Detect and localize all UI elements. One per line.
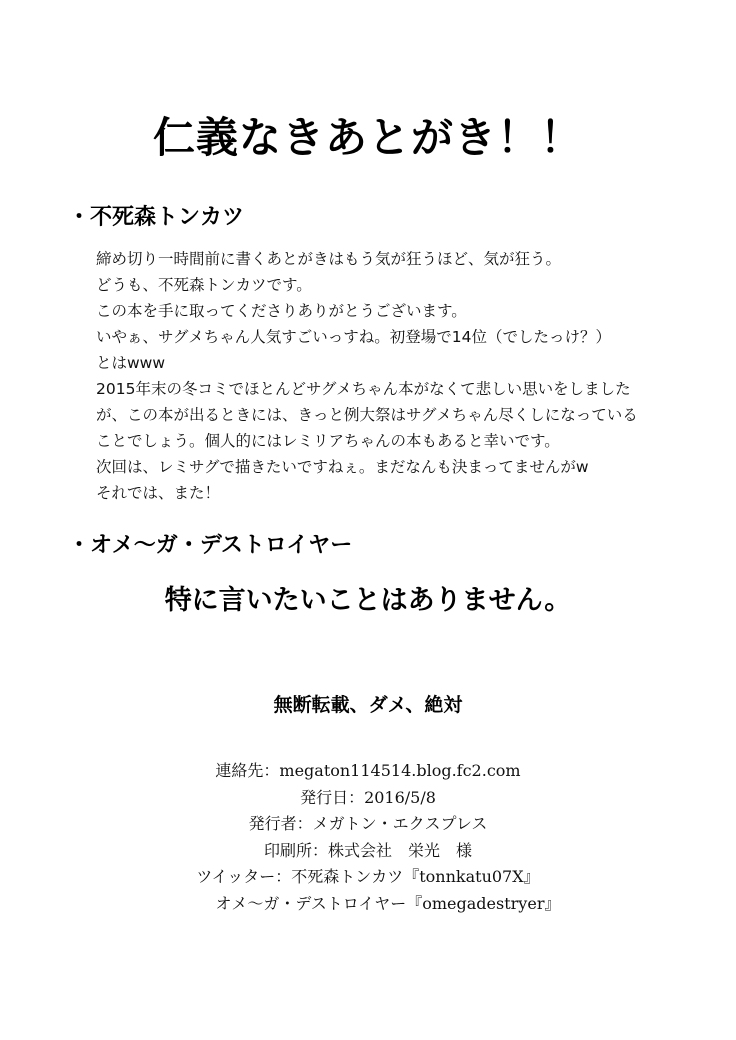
afterword-line: 2015年末の冬コミでほとんどサグメちゃん本がなくて悲しい思いをしました [96, 380, 631, 398]
afterword-line: 締め切り一時間前に書くあとがきはもう気が狂うほど、気が狂う。 [96, 250, 562, 268]
colophon-line-twitter-2: オメ〜ガ・デストロイヤー『omegadestryer』 [215, 893, 561, 913]
afterword-line: この本を手に取ってくださりありがとうございます。 [96, 302, 467, 320]
colophon-line-twitter-1: ツイッター：不死森トンカツ『tonnkatu07X』 [196, 867, 540, 886]
afterword-line: ことでしょう。個人的にはレミリアちゃんの本もあると幸いです。 [96, 432, 560, 450]
section-heading-author-1: ・不死森トンカツ [68, 205, 245, 230]
reprint-notice: 無断転載、ダメ、絶対 [273, 694, 463, 716]
afterword-line: とはwww [96, 354, 166, 372]
page-title: 仁義なきあとがき！！ [152, 113, 583, 162]
colophon-line-printer: 印刷所：株式会社 栄光 様 [263, 840, 472, 860]
colophon [0, 758, 736, 917]
afterword-line: どうも、不死森トンカツです。 [96, 276, 312, 294]
colophon-line-date: 発行日：2016/5/8 [300, 787, 436, 807]
afterword-line: いやぁ、サグメちゃん人気すごいっすね。初登場で14位（でしたっけ？） [96, 328, 611, 346]
colophon-line-contact: 連絡先：megaton114514.blog.fc2.com [215, 761, 521, 780]
afterword-line: 次回は、レミサグで描きたいですねぇ。まだなんも決まってませんがw [96, 458, 589, 476]
afterword-line: が、この本が出るときには、きっと例大祭はサグメちゃん尽くしになっている [96, 406, 638, 424]
afterword-line: それでは、また！ [96, 484, 221, 502]
colophon-line-publisher: 発行者：メガトン・エクスプレス [248, 814, 488, 833]
afterword-body-text [96, 246, 676, 506]
section-heading-author-2: ・オメ〜ガ・デストロイヤー [68, 533, 353, 558]
author-2-statement: 特に言いたいことはありません。 [164, 585, 572, 616]
